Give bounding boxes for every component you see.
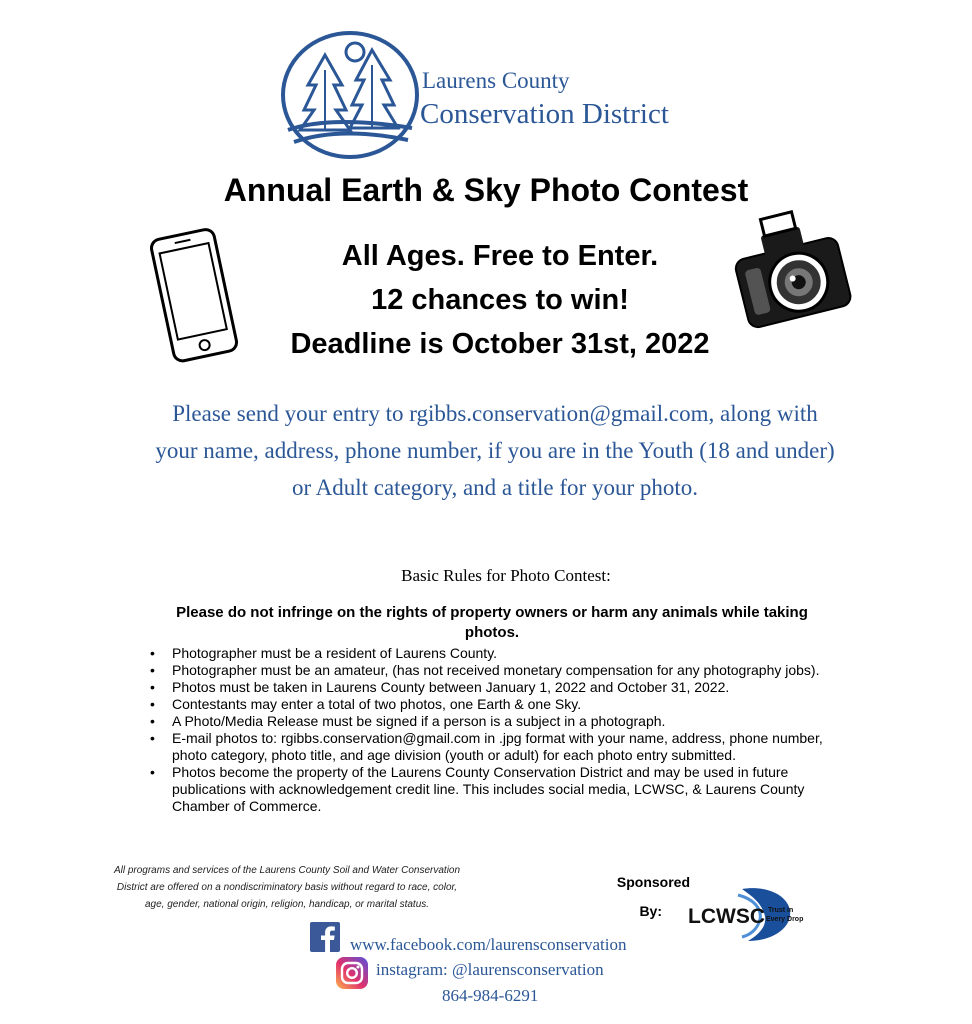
lcwsc-wordmark: LCWSC: [688, 905, 765, 928]
facebook-icon[interactable]: [310, 922, 340, 952]
instagram-icon[interactable]: [336, 957, 368, 989]
instagram-link[interactable]: instagram: @laurensconservation: [376, 960, 604, 979]
rule-item: • A Photo/Media Release must be signed if a person is a subject in a photograph.: [150, 713, 850, 730]
rule-item: • Photos must be taken in Laurens County between January 1, 2022 and October 31, 2022.: [150, 679, 850, 696]
rule-item: • Photos become the property of the Laurens County Conservation District and may be used in future publications with acknowledgement credit line. This includes social media, LCWSC, & Laurens County Chamber of Commerce.: [150, 764, 850, 815]
tagline-chances: 12 chances to win!: [371, 284, 629, 316]
rules-list: [150, 645, 850, 815]
tree-logo-icon: [280, 30, 420, 160]
entry-instructions: Please send your entry to rgibbs.conservation@gmail.com, along with your name, address, phone number, if you are in the Youth (18 and under) or Adult category, and a title for your photo.: [155, 401, 835, 500]
lcwsc-tagline-2: Every Drop: [766, 916, 804, 923]
org-name-line2: Conservation District: [420, 98, 669, 130]
rule-item: • Contestants may enter a total of two photos, one Earth & one Sky.: [150, 696, 850, 713]
facebook-link[interactable]: www.facebook.com/laurensconservation: [350, 935, 627, 954]
rules-heading: Basic Rules for Photo Contest:: [401, 566, 611, 585]
sponsor-label: [612, 872, 690, 922]
phone-number: 864-984-6291: [442, 986, 539, 1005]
rule-item: • Photographer must be an amateur, (has not received monetary compensation for any photography jobs).: [150, 662, 850, 679]
sponsor-label-line2: By:: [639, 903, 662, 919]
rule-item: • E-mail photos to: rgibbs.conservation@gmail.com in .jpg format with your name, address, phone number, photo category, photo title, and age division (youth or adult) for each photo entry submitted.: [150, 730, 850, 764]
camera-icon: [728, 210, 853, 335]
org-name-line1: Laurens County: [422, 68, 570, 93]
rules-warning: Please do not infringe on the rights of property owners or harm any animals while taking photos.: [176, 604, 808, 641]
tagline-deadline: Deadline is October 31st, 2022: [290, 328, 710, 360]
contest-title: Annual Earth & Sky Photo Contest: [223, 172, 749, 208]
sponsor-label-line1: Sponsored: [616, 874, 690, 890]
nondiscrimination-disclaimer: All programs and services of the Laurens County Soil and Water Conservation District are offered on a nondiscriminatory basis without regard to race, color, age, gender, national origin, religion, handicap, or marital status.: [113, 865, 461, 910]
lcwsc-logo-icon: [688, 885, 808, 945]
tagline-ages: All Ages. Free to Enter.: [341, 240, 659, 272]
rule-item: • Photographer must be a resident of Laurens County.: [150, 645, 850, 662]
lcwsc-tagline-1: Trust in: [768, 907, 794, 914]
